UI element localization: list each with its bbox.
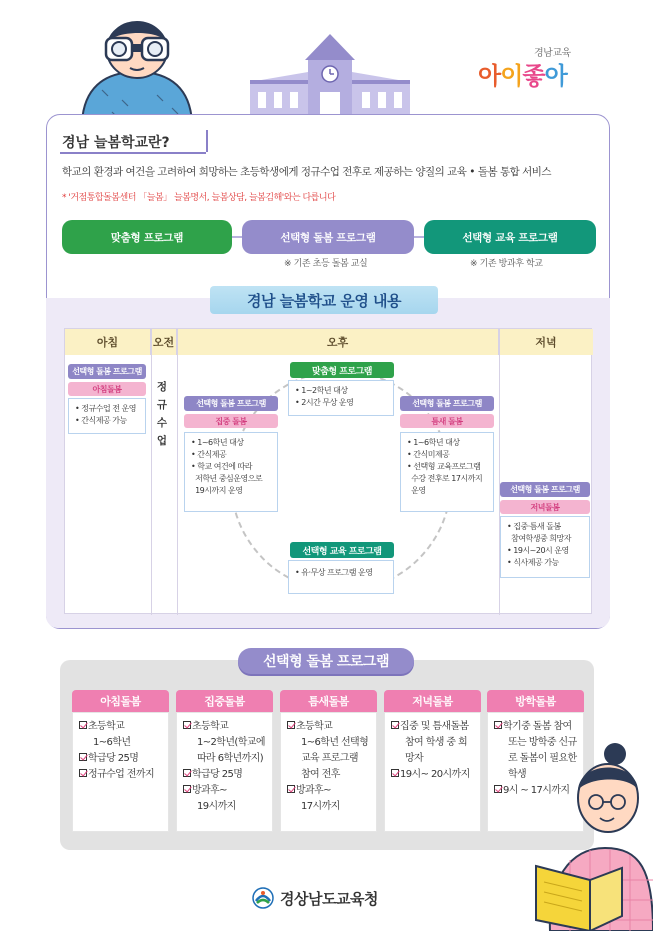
- intro-title: 경남 늘봄학교란?: [62, 135, 170, 151]
- selective-column: [384, 690, 481, 832]
- selective-line: [287, 751, 370, 767]
- selective-line: [183, 799, 266, 815]
- selective-line-text: 집중 및 틈새돌봄: [400, 721, 469, 732]
- checkbox-icon: [391, 721, 399, 729]
- morning-info: • 정규수업 전 운영 • 간식제공 가능: [68, 398, 146, 434]
- checkbox-icon: [183, 721, 191, 729]
- selective-line: [183, 783, 266, 799]
- selective-column: [280, 690, 377, 832]
- checkbox-icon: [494, 721, 502, 729]
- header-afternoon: 오후: [177, 329, 499, 355]
- selective-line-text: 초등학교: [88, 721, 125, 732]
- selective-line: [183, 767, 266, 783]
- selective-line-text: 참여 전후: [301, 769, 340, 780]
- checkbox-icon: [183, 785, 191, 793]
- edu-program-info: • 유·무상 프로그램 운영: [288, 560, 394, 594]
- selective-line: [287, 799, 370, 815]
- selective-line: [79, 767, 162, 783]
- checkbox-icon: [79, 721, 87, 729]
- selective-line: [287, 783, 370, 799]
- selective-line-text: 1~6학년 선택형: [301, 737, 369, 748]
- footer-logo: [252, 884, 378, 912]
- selective-line-text: 초등학교: [296, 721, 333, 732]
- selective-line-text: 학생: [508, 769, 527, 780]
- custom-program-info: • 1~2학년 대상 • 2시간 무상 운영: [288, 380, 394, 416]
- selective-line-text: 방과후~: [192, 785, 227, 796]
- footer-org-name: 경상남도교육청: [280, 889, 378, 908]
- school-building-illustration: [250, 30, 410, 122]
- checkbox-icon: [494, 785, 502, 793]
- selective-column: [176, 690, 273, 832]
- selective-line-text: 교육 프로그램: [301, 753, 358, 764]
- program-custom: 맞춤형 프로그램: [62, 220, 232, 254]
- program-selective-edu: 선택형 교육 프로그램: [424, 220, 596, 254]
- selective-line: [391, 719, 474, 735]
- selective-line: [287, 767, 370, 783]
- selective-line-text: 정규수업 전까지: [88, 769, 154, 780]
- selective-line-text: 19시까지: [197, 801, 236, 812]
- selective-column-body: [176, 712, 273, 832]
- gap-care-tag: 선택형 돌봄 프로그램: [400, 396, 494, 411]
- intro-note: * '거점통합돌봄센터 「늘봄」 늘봄명서, 늘봄상담, 늘봄김해'와는 다릅니다: [62, 193, 336, 203]
- selective-column: [72, 690, 169, 832]
- selective-line: [79, 735, 162, 751]
- checkbox-icon: [79, 769, 87, 777]
- logo-subtitle: 경남교육: [534, 48, 571, 59]
- header-forenoon: 오전: [151, 329, 177, 355]
- selective-line-text: 학기중 돌봄 참여: [503, 721, 572, 732]
- selective-line-text: 또는 방학중 신규: [508, 737, 577, 748]
- selective-line: [183, 719, 266, 735]
- selective-line: [287, 735, 370, 751]
- girl-reading-book-illustration: [530, 740, 653, 931]
- selective-line: [183, 735, 266, 751]
- intro-description: 학교의 환경과 여건을 고려하여 희망하는 초등학생에게 정규수업 전후로 제공하는 양질의 교육 • 돌봄 통합 서비스: [62, 166, 551, 178]
- column-divider: [177, 329, 178, 615]
- selective-line-text: 19시~ 20시까지: [400, 769, 470, 780]
- evening-info: • 집중·틈새 돌봄 참여학생중 희망자 • 19시~20시 운영 • 식사제공 가능: [500, 516, 590, 578]
- selective-line: [391, 767, 474, 783]
- checkbox-icon: [79, 753, 87, 761]
- selective-line: [183, 751, 266, 767]
- selective-column-head: 방학돌봄: [487, 690, 584, 712]
- selective-column-body: [72, 712, 169, 832]
- selective-column-body: [384, 712, 481, 832]
- header-evening: 저녁: [499, 329, 593, 355]
- operation-title: 경남 늘봄학교 운영 내용: [210, 286, 438, 314]
- selective-line: [391, 751, 474, 767]
- morning-tag: 선택형 돌봄 프로그램: [68, 364, 146, 379]
- selective-line-text: 방과후~: [296, 785, 331, 796]
- focus-care-name: 집중 돌봄: [184, 414, 278, 428]
- selective-line-text: 1~6학년: [93, 737, 131, 748]
- gap-care-name: 틈새 돌봄: [400, 414, 494, 428]
- program-note-care: ※ 기존 초등 돌봄 교실: [284, 259, 368, 269]
- custom-program-tag: 맞춤형 프로그램: [290, 362, 394, 378]
- checkbox-icon: [287, 785, 295, 793]
- selective-line: [79, 719, 162, 735]
- brand-logo: [478, 44, 598, 92]
- selective-column-head: 아침돌봄: [72, 690, 169, 712]
- selective-title: 선택형 돌봄 프로그램: [238, 648, 414, 674]
- evening-tag: 선택형 돌봄 프로그램: [500, 482, 590, 497]
- morning-name: 아침돌봄: [68, 382, 146, 396]
- selective-line-text: 학급당 25명: [88, 753, 139, 764]
- selective-line-text: 따라 6학년까지): [197, 753, 264, 764]
- selective-column-head: 틈새돌봄: [280, 690, 377, 712]
- checkbox-icon: [391, 769, 399, 777]
- focus-care-info: • 1~6학년 대상 • 간식제공 • 학교 여건에 따라 저학년 중심운영으로 19시까지 운영: [184, 432, 278, 512]
- checkbox-icon: [183, 769, 191, 777]
- person-with-binoculars-illustration: [62, 10, 212, 122]
- program-note-edu: ※ 기존 방과후 학교: [470, 259, 543, 269]
- selective-line-text: 초등학교: [192, 721, 229, 732]
- title-underline: [60, 152, 206, 154]
- selective-line: [287, 719, 370, 735]
- selective-line: [494, 719, 577, 735]
- evening-name: 저녁돌봄: [500, 500, 590, 514]
- selective-column-body: [280, 712, 377, 832]
- selective-column-head: 저녁돌봄: [384, 690, 481, 712]
- selective-column-head: 집중돌봄: [176, 690, 273, 712]
- edu-program-tag: 선택형 교육 프로그램: [290, 542, 394, 558]
- selective-line-text: 로 돌봄이 필요한: [508, 753, 577, 764]
- pill-connector: [232, 236, 242, 238]
- selective-line: [391, 735, 474, 751]
- selective-line-text: 1~2학년(학교에: [197, 737, 265, 748]
- selective-line-text: 학급당 25명: [192, 769, 243, 780]
- selective-line-text: 17시까지: [301, 801, 340, 812]
- selective-line-text: 9시 ~ 17시까지: [503, 785, 570, 796]
- checkbox-icon: [287, 721, 295, 729]
- focus-care-tag: 선택형 돌봄 프로그램: [184, 396, 278, 411]
- header-morning: 아침: [65, 329, 151, 355]
- pill-connector: [414, 236, 424, 238]
- selective-line-text: 망자: [405, 753, 424, 764]
- education-office-emblem-icon: [252, 887, 274, 909]
- logo-wordmark: 아이좋아: [478, 62, 567, 90]
- selective-line: [79, 751, 162, 767]
- gap-care-info: • 1~6학년 대상 • 간식미제공 • 선택형 교육프로그램 수강 전후로 17시까지 운영: [400, 432, 494, 512]
- regular-class-label: 정 규 수 업: [156, 381, 168, 447]
- selective-line-text: 참여 학생 중 희: [405, 737, 468, 748]
- column-divider: [151, 329, 152, 615]
- program-selective-care: 선택형 돌봄 프로그램: [242, 220, 414, 254]
